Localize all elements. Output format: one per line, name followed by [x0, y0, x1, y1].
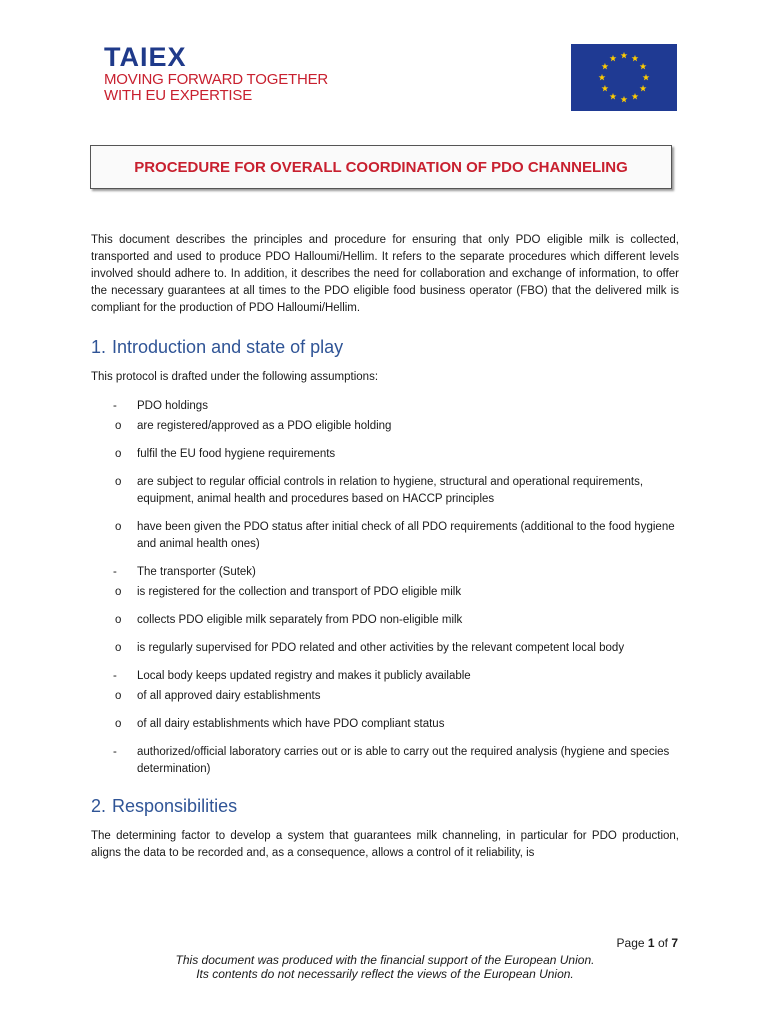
assumption-heading [91, 744, 679, 778]
disclaimer-line-2: Its contents do not necessarily reflect the views of the European Union. [196, 967, 574, 981]
document-body [91, 232, 679, 862]
circle-bullet: o [115, 690, 122, 702]
circle-bullet: o [115, 476, 122, 488]
assumption-item [91, 668, 679, 733]
sub-item-text: have been given the PDO status after initial check of all PDO requirements (additional to the food hygiene and animal health ones) [137, 521, 675, 550]
eu-flag-icon [571, 44, 677, 111]
disclaimer-line-1: This document was produced with the financial support of the European Union. [175, 953, 595, 967]
eu-star-icon [610, 55, 617, 62]
sub-item-text: of all approved dairy establishments [137, 690, 321, 702]
sub-item-text: of all dairy establishments which have PDO compliant status [137, 718, 445, 730]
assumption-item [91, 744, 679, 778]
logo-tagline-1: MOVING FORWARD TOGETHER [104, 71, 329, 88]
section-1-lead: This protocol is drafted under the following assumptions: [91, 371, 379, 383]
sub-list-item [91, 716, 679, 733]
document-title-box [90, 145, 672, 189]
circle-bullet: o [115, 642, 122, 654]
page-label: Page [616, 936, 645, 950]
page-total: 7 [671, 936, 678, 950]
logo-main-text: TAIEX [104, 42, 187, 72]
assumption-item [91, 398, 679, 553]
sub-item-text: fulfil the EU food hygiene requirements [137, 448, 336, 460]
logo-tagline-2: WITH EU EXPERTISE [104, 87, 253, 104]
sub-list [91, 584, 679, 657]
intro-paragraph: This document describes the principles and procedure for ensuring that only PDO eligible milk is collected, transported and used to produce PDO Halloumi/Hellim. It refers to the separate procedures which different levels involved should adhere to. In addition, it describes the need for collaboration and exchange of information, to offer the necessary guarantees at all times to the PDO eligible food business operator (FBO) that the delivered milk is compliant for the production of PDO Halloumi/Hellim. [91, 234, 679, 314]
assumption-heading [91, 564, 679, 581]
dash-bullet: - [113, 566, 117, 578]
sub-list-item [91, 612, 679, 629]
dash-bullet: - [113, 400, 117, 412]
sub-item-text: is registered for the collection and transport of PDO eligible milk [137, 586, 462, 598]
section-1-title: Introduction and state of play [112, 337, 344, 357]
sub-list [91, 418, 679, 553]
dash-bullet: - [113, 746, 117, 758]
eu-star-icon [643, 74, 650, 81]
assumption-item [91, 564, 679, 657]
assumption-text: PDO holdings [137, 400, 208, 412]
assumption-heading [91, 398, 679, 415]
assumption-heading [91, 668, 679, 685]
section-2-number: 2. [91, 796, 107, 816]
eu-star-icon [621, 52, 628, 59]
section-2-heading [91, 794, 679, 818]
circle-bullet: o [115, 614, 122, 626]
sub-item-text: collects PDO eligible milk separately from PDO non-eligible milk [137, 614, 463, 626]
sub-list-item [91, 519, 679, 553]
assumption-text: authorized/official laboratory carries out or is able to carry out the required analysis (hygiene and species determination) [137, 746, 670, 775]
assumption-list [91, 398, 679, 778]
page-current: 1 [647, 936, 655, 950]
page-number [617, 936, 678, 950]
circle-bullet: o [115, 718, 122, 730]
eu-star-icon [602, 63, 609, 70]
eu-stars-svg [571, 44, 677, 111]
sub-list-item [91, 418, 679, 435]
section-1-number: 1. [91, 337, 107, 357]
circle-bullet: o [115, 448, 122, 460]
page-of: of [657, 936, 668, 950]
eu-star-icon [602, 85, 609, 92]
section-1-heading [91, 335, 679, 359]
circle-bullet: o [115, 586, 122, 598]
eu-disclaimer [0, 953, 770, 981]
sub-list-item [91, 640, 679, 657]
eu-star-icon [632, 93, 639, 100]
sub-item-text: are registered/approved as a PDO eligible holding [137, 420, 392, 432]
sub-list-item [91, 688, 679, 705]
section-2-paragraph: The determining factor to develop a system that guarantees milk channeling, in particular for PDO production, aligns the data to be recorded and, as a consequence, allows a control of it reliability, is [91, 830, 679, 859]
eu-star-icon [640, 63, 647, 70]
sub-item-text: is regularly supervised for PDO related and other activities by the relevant competent local body [137, 642, 625, 654]
section-2-title: Responsibilities [112, 796, 238, 816]
sub-list [91, 688, 679, 733]
taiex-logo [104, 44, 328, 103]
eu-star-icon [640, 85, 647, 92]
sub-item-text: are subject to regular official controls in relation to hygiene, structural and operational requirements, equipment, animal health and procedures based on HACCP principles [137, 476, 644, 505]
assumption-text: Local body keeps updated registry and makes it publicly available [137, 670, 471, 682]
eu-star-icon [632, 55, 639, 62]
circle-bullet: o [115, 521, 122, 533]
eu-star-icon [599, 74, 606, 81]
sub-list-item [91, 474, 679, 508]
dash-bullet: - [113, 670, 117, 682]
circle-bullet: o [115, 420, 122, 432]
eu-star-icon [621, 96, 628, 103]
assumption-text: The transporter (Sutek) [137, 566, 256, 578]
eu-star-icon [610, 93, 617, 100]
sub-list-item [91, 446, 679, 463]
sub-list-item [91, 584, 679, 601]
document-title: PROCEDURE FOR OVERALL COORDINATION OF PDO CHANNELING [134, 158, 628, 176]
